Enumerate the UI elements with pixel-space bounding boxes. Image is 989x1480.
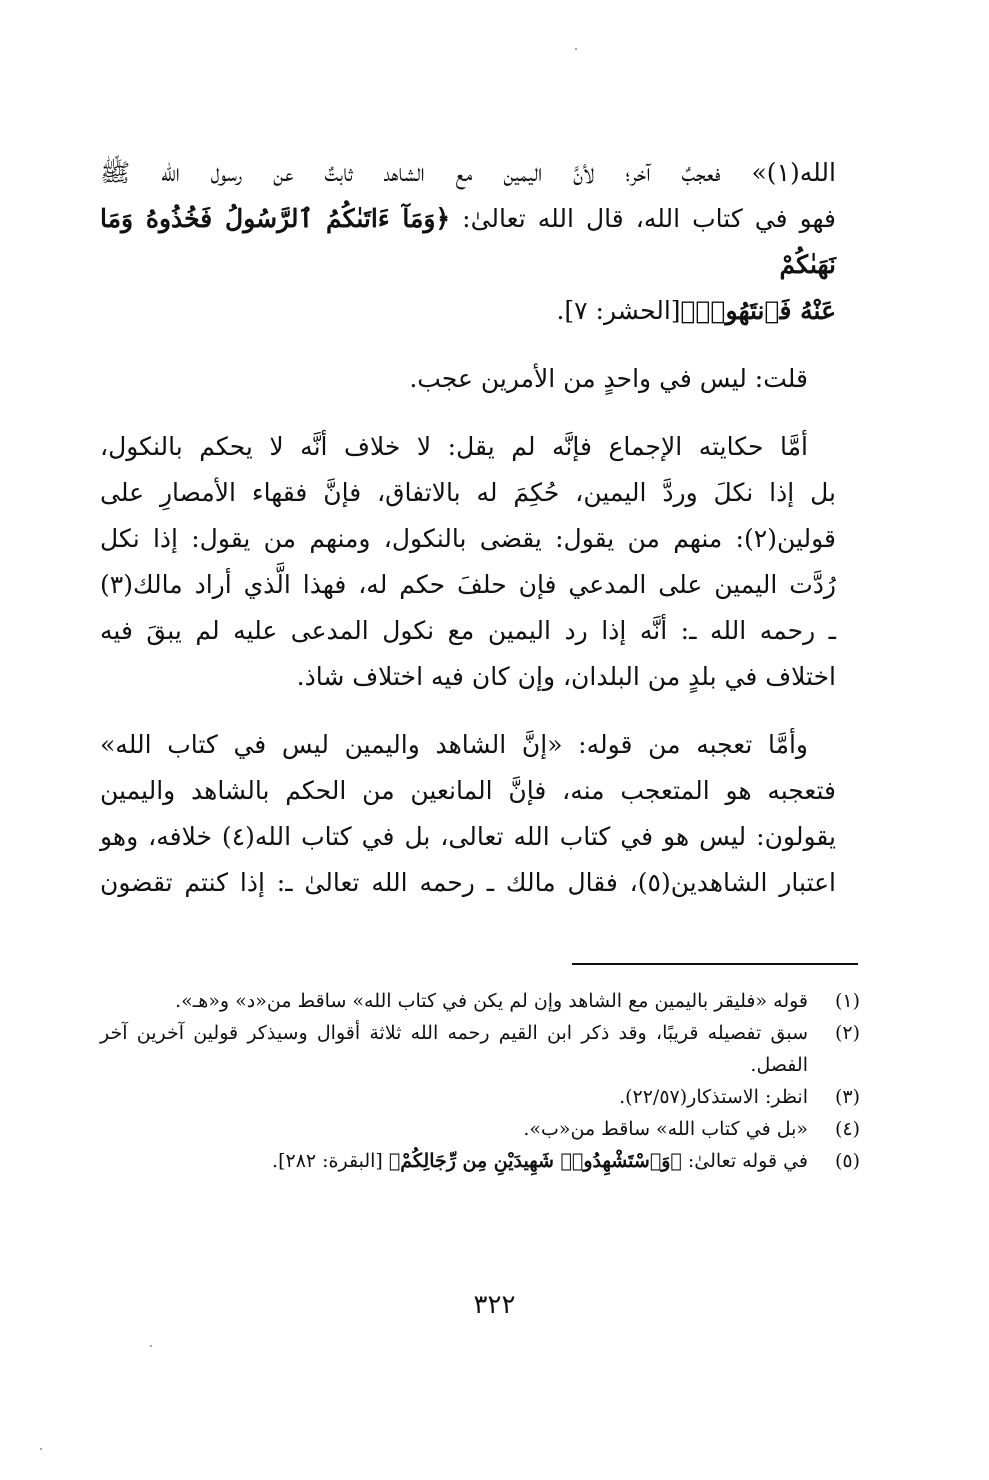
main-text: [100, 150, 836, 928]
quran-verse: عَنْهُ فَٱنتَهُوا۟﴾: [680, 296, 836, 325]
text-line: وأمَّا تعجبه من قوله: «إنَّ الشاهد واليمين ليس في كتاب الله»: [100, 730, 808, 759]
footnote-3: [100, 1081, 860, 1113]
quran-verse: ﴿وَمَآ ءَاتَىٰكُمُ ٱلرَّسُولُ فَخُذُوهُ وَمَا نَهَىٰكُمْ: [100, 204, 836, 279]
scan-speck: [575, 48, 577, 50]
footnote-text: [100, 1145, 808, 1177]
scan-speck: [40, 1448, 42, 1450]
footnote-number: (٢): [834, 1022, 860, 1044]
page-number: ٣٢٢: [473, 1290, 516, 1320]
footnotes: [100, 985, 860, 1177]
footnote-number: (١): [834, 990, 860, 1012]
text-line: فتعجبه هو المتعجب منه، فإنَّ المانعين من الحكم بالشاهد واليمين: [100, 776, 836, 805]
footnote-number: (٣): [834, 1086, 860, 1108]
paragraph-4: [100, 722, 836, 906]
text-line: ـ رحمه الله ـ: أنَّه إذا رد اليمين مع نكول المدعى عليه لم يبقَ فيه: [100, 616, 836, 645]
footnote-2: [100, 1017, 860, 1081]
text-line: اعتبار الشاهدين(٥)، فقال مالك ـ رحمه الله تعالىٰ ـ: إذا كنتم تقضون: [100, 868, 836, 897]
text-line: [100, 196, 836, 288]
scan-speck: [150, 1345, 152, 1347]
text-line: أمَّا حكايته الإجماع فإنَّه لم يقل: لا خلاف أنَّه لا يحكم بالنكول،: [100, 432, 808, 461]
text-line: رُدَّت اليمين على المدعي فإن حلفَ حكم له، فهذا الَّذي أراد مالك(٣): [100, 570, 836, 599]
text-line: يقولون: ليس هو في كتاب الله تعالى، بل في كتاب الله(٤) خلافه، وهو: [100, 822, 836, 851]
footnote-text: «بل في كتاب الله» ساقط من«ب».: [523, 1118, 808, 1140]
verse-reference: [الحشر: ٧].: [556, 296, 681, 325]
footnote-text: انظر: الاستذكار(٢٢/٥٧).: [619, 1086, 808, 1108]
text-fragment: فهو في كتاب الله، قال الله تعالىٰ:: [450, 204, 836, 233]
paragraph-2: قلت: ليس في واحدٍ من الأمرين عجب.: [409, 364, 808, 393]
footnote-5: [100, 1145, 860, 1177]
text-line: بل إذا نكلَ وردَّ اليمين، حُكِمَ له بالاتفاق، فإنَّ فقهاء الأمصارِ على: [100, 478, 836, 507]
text-line: [100, 288, 836, 334]
footnote-separator: [572, 963, 858, 965]
text-fragment: في قوله تعالىٰ:: [681, 1150, 808, 1172]
footnote-text: سبق تفصيله قريبًا، وقد ذكر ابن القيم رحمه الله ثلاثة أقوال وسيذكر قولين آخرين آخر الفصل.: [100, 1022, 808, 1076]
verse-reference: [البقرة: ٢٨٢].: [272, 1150, 389, 1172]
text-line: قولين(٢): منهم من يقول: يقضى بالنكول، ومنهم من يقول: إذا نكل: [100, 524, 836, 553]
text-line: اختلاف في بلدٍ من البلدان، وإن كان فيه اختلاف شاذ.: [296, 662, 836, 691]
paragraph-3: [100, 424, 836, 700]
quran-verse: ﴿وَٱسْتَشْهِدُوا۟ شَهِيدَيْنِ مِن رِّجَالِكُمْ﴾: [388, 1150, 682, 1172]
footnote-number: (٤): [834, 1118, 860, 1140]
text-line: الله(١)» فعجبٌ آخر؛ لأنَّ اليمين مع الشاهد ثابتٌ عن رسول الله ﷺ: [100, 158, 836, 187]
paragraph-1: [100, 150, 836, 334]
footnote-4: [100, 1113, 860, 1145]
footnote-number: (٥): [834, 1150, 860, 1172]
footnote-text: قوله «فليقر باليمين مع الشاهد وإن لم يكن في كتاب الله» ساقط من«د» و«هـ».: [175, 990, 808, 1012]
footnote-1: [100, 985, 860, 1017]
